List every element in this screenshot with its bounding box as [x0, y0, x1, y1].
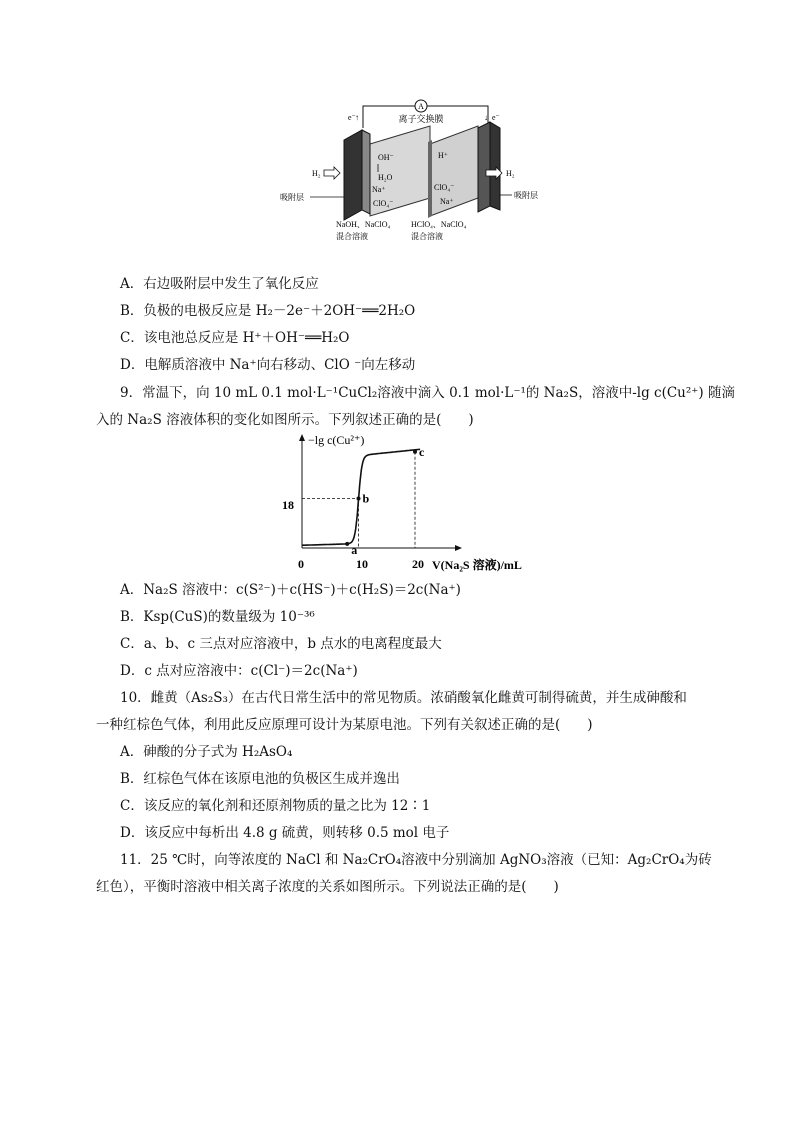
- solution-right-label-2: 混合溶液: [411, 232, 443, 241]
- q8-option-a: A．右边吸附层中发生了氧化反应: [120, 276, 319, 292]
- x-tick-label-10: 10: [356, 557, 368, 571]
- arrow-right-icon: [324, 167, 340, 179]
- titration-chart: [278, 432, 548, 577]
- q9-option-a: A．Na₂S 溶液中：c(S²⁻)＋c(HS⁻)＋c(H₂S)＝2c(Na⁺): [120, 582, 461, 598]
- q11-stem-line-1: 11．25 ℃时，向等浓度的 NaCl 和 Na₂CrO₄溶液中分别滴加 AgNO₃溶液（已知：Ag₂CrO₄为砖: [120, 852, 712, 868]
- ammeter-label: A: [418, 102, 424, 111]
- q9-stem-line-2: 入的 Na₂S 溶液体积的变化如图所示。下列叙述正确的是( ): [96, 412, 474, 428]
- species-clo4-right: ClO₄⁻: [434, 183, 455, 192]
- q9-stem-line-1: 9．常温下，向 10 mL 0.1 mol·L⁻¹CuCl₂溶液中滴入 0.1 mol·L⁻¹的 Na₂S，溶液中-lg c(Cu²⁺) 随滴: [120, 385, 735, 401]
- right-adsorption-layer: [478, 122, 490, 212]
- q10-option-c: C．该反应的氧化剂和还原剂物质的量之比为 12∶1: [120, 798, 431, 814]
- species-clo4-left: ClO₄⁻: [373, 199, 394, 208]
- q10-stem-line-1: 10．雌黄（As₂S₃）在古代日常生活中的常见物质。浓硝酸氧化雌黄可制得硫黄，并生成砷酸和: [120, 690, 687, 706]
- point-label-a: a: [351, 542, 358, 557]
- q10-option-b: B．红棕色气体在该原电池的负极区生成并逸出: [120, 771, 400, 787]
- y-axis-label: −lg c(Cu²⁺): [308, 433, 365, 447]
- q8-option-c: C．该电池总反应是 H⁺＋OH⁻══H₂O: [120, 330, 350, 346]
- arrow-down-icon: ↓: [484, 113, 488, 122]
- solution-left-label: NaOH、NaClO₄: [336, 220, 391, 229]
- x-axis-label: V(Na₂S 溶液)/mL: [432, 558, 522, 572]
- titration-curve: [302, 449, 420, 545]
- electron-right-label: e⁻: [492, 113, 500, 122]
- q8-option-b: B．负极的电极反应是 H₂－2e⁻＋2OH⁻══2H₂O: [120, 303, 416, 319]
- h2-left-label: H₂: [312, 169, 321, 178]
- species-na-right: Na⁺: [440, 197, 454, 206]
- solution-right-label: HClO₄、NaClO₄: [411, 220, 467, 229]
- left-adsorption-layer: [344, 130, 362, 220]
- ion-exchange-membrane: [428, 140, 432, 218]
- adsorb-left-label: 吸附层: [280, 193, 304, 202]
- adsorb-right-label: 吸附层: [514, 191, 538, 200]
- species-h2o: H₂O: [378, 173, 393, 182]
- q9-option-c: C．a、b、c 三点对应溶液中，b 点水的电离程度最大: [120, 636, 442, 652]
- q10-stem-line-2: 一种红棕色气体，利用此反应原理可设计为某原电池。下列有关叙述正确的是( ): [96, 717, 593, 733]
- y-tick-label-18: 18: [282, 498, 294, 512]
- q11-stem-line-2: 红色），平衡时溶液中相关离子浓度的关系如图所示。下列说法正确的是( ): [96, 879, 559, 895]
- point-label-c: c: [419, 444, 425, 459]
- electron-left-label: e⁻: [348, 113, 356, 122]
- q9-option-d: D．c 点对应溶液中：c(Cl⁻)＝2c(Na⁺): [120, 663, 358, 679]
- membrane-label: 离子交换膜: [398, 114, 444, 124]
- x-tick-label-20: 20: [412, 557, 424, 571]
- solution-left-label-2: 混合溶液: [336, 232, 368, 241]
- point-a: [345, 542, 349, 546]
- right-electrolyte: [430, 126, 478, 216]
- fuel-cell-diagram: [278, 98, 558, 248]
- species-na-left: Na⁺: [372, 185, 386, 194]
- species-oh: OH⁻: [378, 153, 394, 162]
- q8-option-d: D．电解质溶液中 Na⁺向右移动、ClO ⁻向左移动: [120, 357, 416, 373]
- q9-option-b: B．Ksp(CuS)的数量级为 10⁻³⁶: [120, 609, 315, 625]
- origin-label: 0: [298, 557, 304, 571]
- q10-option-a: A．砷酸的分子式为 H₂AsO₄: [120, 744, 293, 760]
- arrow-up-icon: ↑: [355, 113, 359, 122]
- q10-option-d: D．该反应中每析出 4.8 g 硫黄，则转移 0.5 mol 电子: [120, 825, 450, 841]
- point-label-b: b: [362, 491, 370, 506]
- species-h: H⁺: [438, 151, 448, 160]
- h2-right-label: H₂: [506, 169, 515, 178]
